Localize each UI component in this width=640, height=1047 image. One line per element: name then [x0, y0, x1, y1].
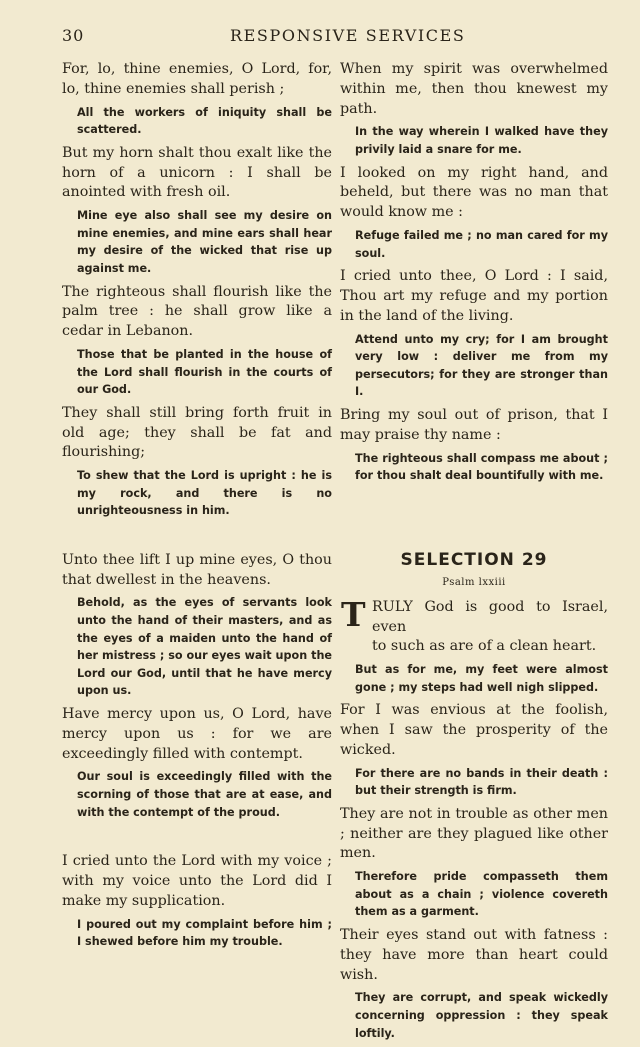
response: I poured out my complaint before him ; I shewed before him my trouble. [77, 917, 332, 949]
verse: For, lo, thine enemies, O Lord, for, lo, thine enemies shall perish ; [62, 61, 332, 97]
response: All the workers of iniquity shall be scattered. [77, 105, 332, 137]
verse: For I was envious at the foolish, when I saw the prosperity of the wicked. [340, 702, 608, 758]
opening-verse [340, 594, 608, 657]
response: In the way wherein I walked have they privily laid a snare for me. [355, 125, 608, 156]
verse: I cried unto thee, O Lord : I said, Thou art my refuge and my portion in the land of the living. [340, 268, 608, 324]
response: To shew that the Lord is upright : he is my rock, and there is no unrighteousness in him. [77, 469, 332, 518]
opening-line: RULY God is good to Israel, even [372, 598, 608, 635]
response: Our soul is exceedingly filled with the scorning of those that are at ease, and with the contempt of the proud. [77, 770, 332, 819]
section-gap [62, 525, 332, 551]
psalm-reference: Psalm lxxiii [442, 576, 506, 588]
verse: I cried unto the Lord with my voice ; with my voice unto the Lord did I make my supplication. [62, 853, 332, 909]
verse: Their eyes stand out with fatness : they have more than heart could wish. [340, 927, 608, 983]
response: But as for me, my feet were almost gone ; my steps had well nigh slipped. [355, 663, 608, 694]
response: The righteous shall compass me about ; for thou shalt deal bountifully with me. [355, 451, 608, 483]
response: Behold, as the eyes of servants look unto the hand of their masters, and as the eyes of a maiden unto the hand of her mistress ; so our eyes wait upon the Lord our God, until that he have mercy upon us. [77, 596, 332, 698]
response: Refuge failed me ; no man cared for my soul. [355, 228, 608, 260]
verse: But my horn shalt thou exalt like the horn of a unicorn : I shall be anointed with fresh oil. [62, 144, 332, 201]
verse: I looked on my right hand, and beheld, but there was no man that would know me : [340, 164, 608, 221]
verse: The righteous shall flourish like the palm tree : he shall grow like a cedar in Lebanon. [62, 283, 332, 340]
response: Attend unto my cry; for I am brought very low : deliver me from my persecutors; for they are stronger than I. [355, 332, 608, 399]
verse: Unto thee lift I up mine eyes, O thou that dwellest in the heavens. [62, 551, 332, 588]
response: Mine eye also shall see my desire on mine enemies, and mine ears shall hear my desire of the wicked that rise up against me. [77, 209, 332, 275]
verse: When my spirit was overwhelmed within me, then thou knewest my path. [340, 61, 608, 117]
response: Therefore pride compasseth them about as a chain ; violence covereth them as a garment. [355, 870, 608, 919]
opening-line-continued: to such as are of a clean heart. [372, 638, 597, 655]
page-header [60, 26, 612, 46]
verse: Bring my soul out of prison, that I may praise thy name : [340, 406, 608, 443]
verse: They shall still bring forth fruit in old age; they shall be fat and flourishing; [62, 404, 332, 461]
response: For there are no bands in their death : but their strength is firm. [355, 766, 608, 798]
section-gap [62, 826, 332, 852]
drop-cap: T [341, 594, 366, 634]
left-column [62, 60, 332, 956]
running-title: RESPONSIVE SERVICES [230, 26, 466, 45]
selection-heading: SELECTION 29 [400, 549, 548, 570]
response: Those that be planted in the house of the Lord shall flourish in the courts of our God. [77, 347, 332, 397]
page-number: 30 [62, 26, 85, 45]
response: They are corrupt, and speak wickedly concerning oppression : they speak loftily. [355, 991, 608, 1040]
verse: They are not in trouble as other men ; neither are they plagued like other men. [340, 805, 608, 862]
right-column [340, 60, 608, 1047]
verse: Have mercy upon us, O Lord, have mercy upon us : for we are exceedingly filled with contempt. [62, 706, 332, 762]
